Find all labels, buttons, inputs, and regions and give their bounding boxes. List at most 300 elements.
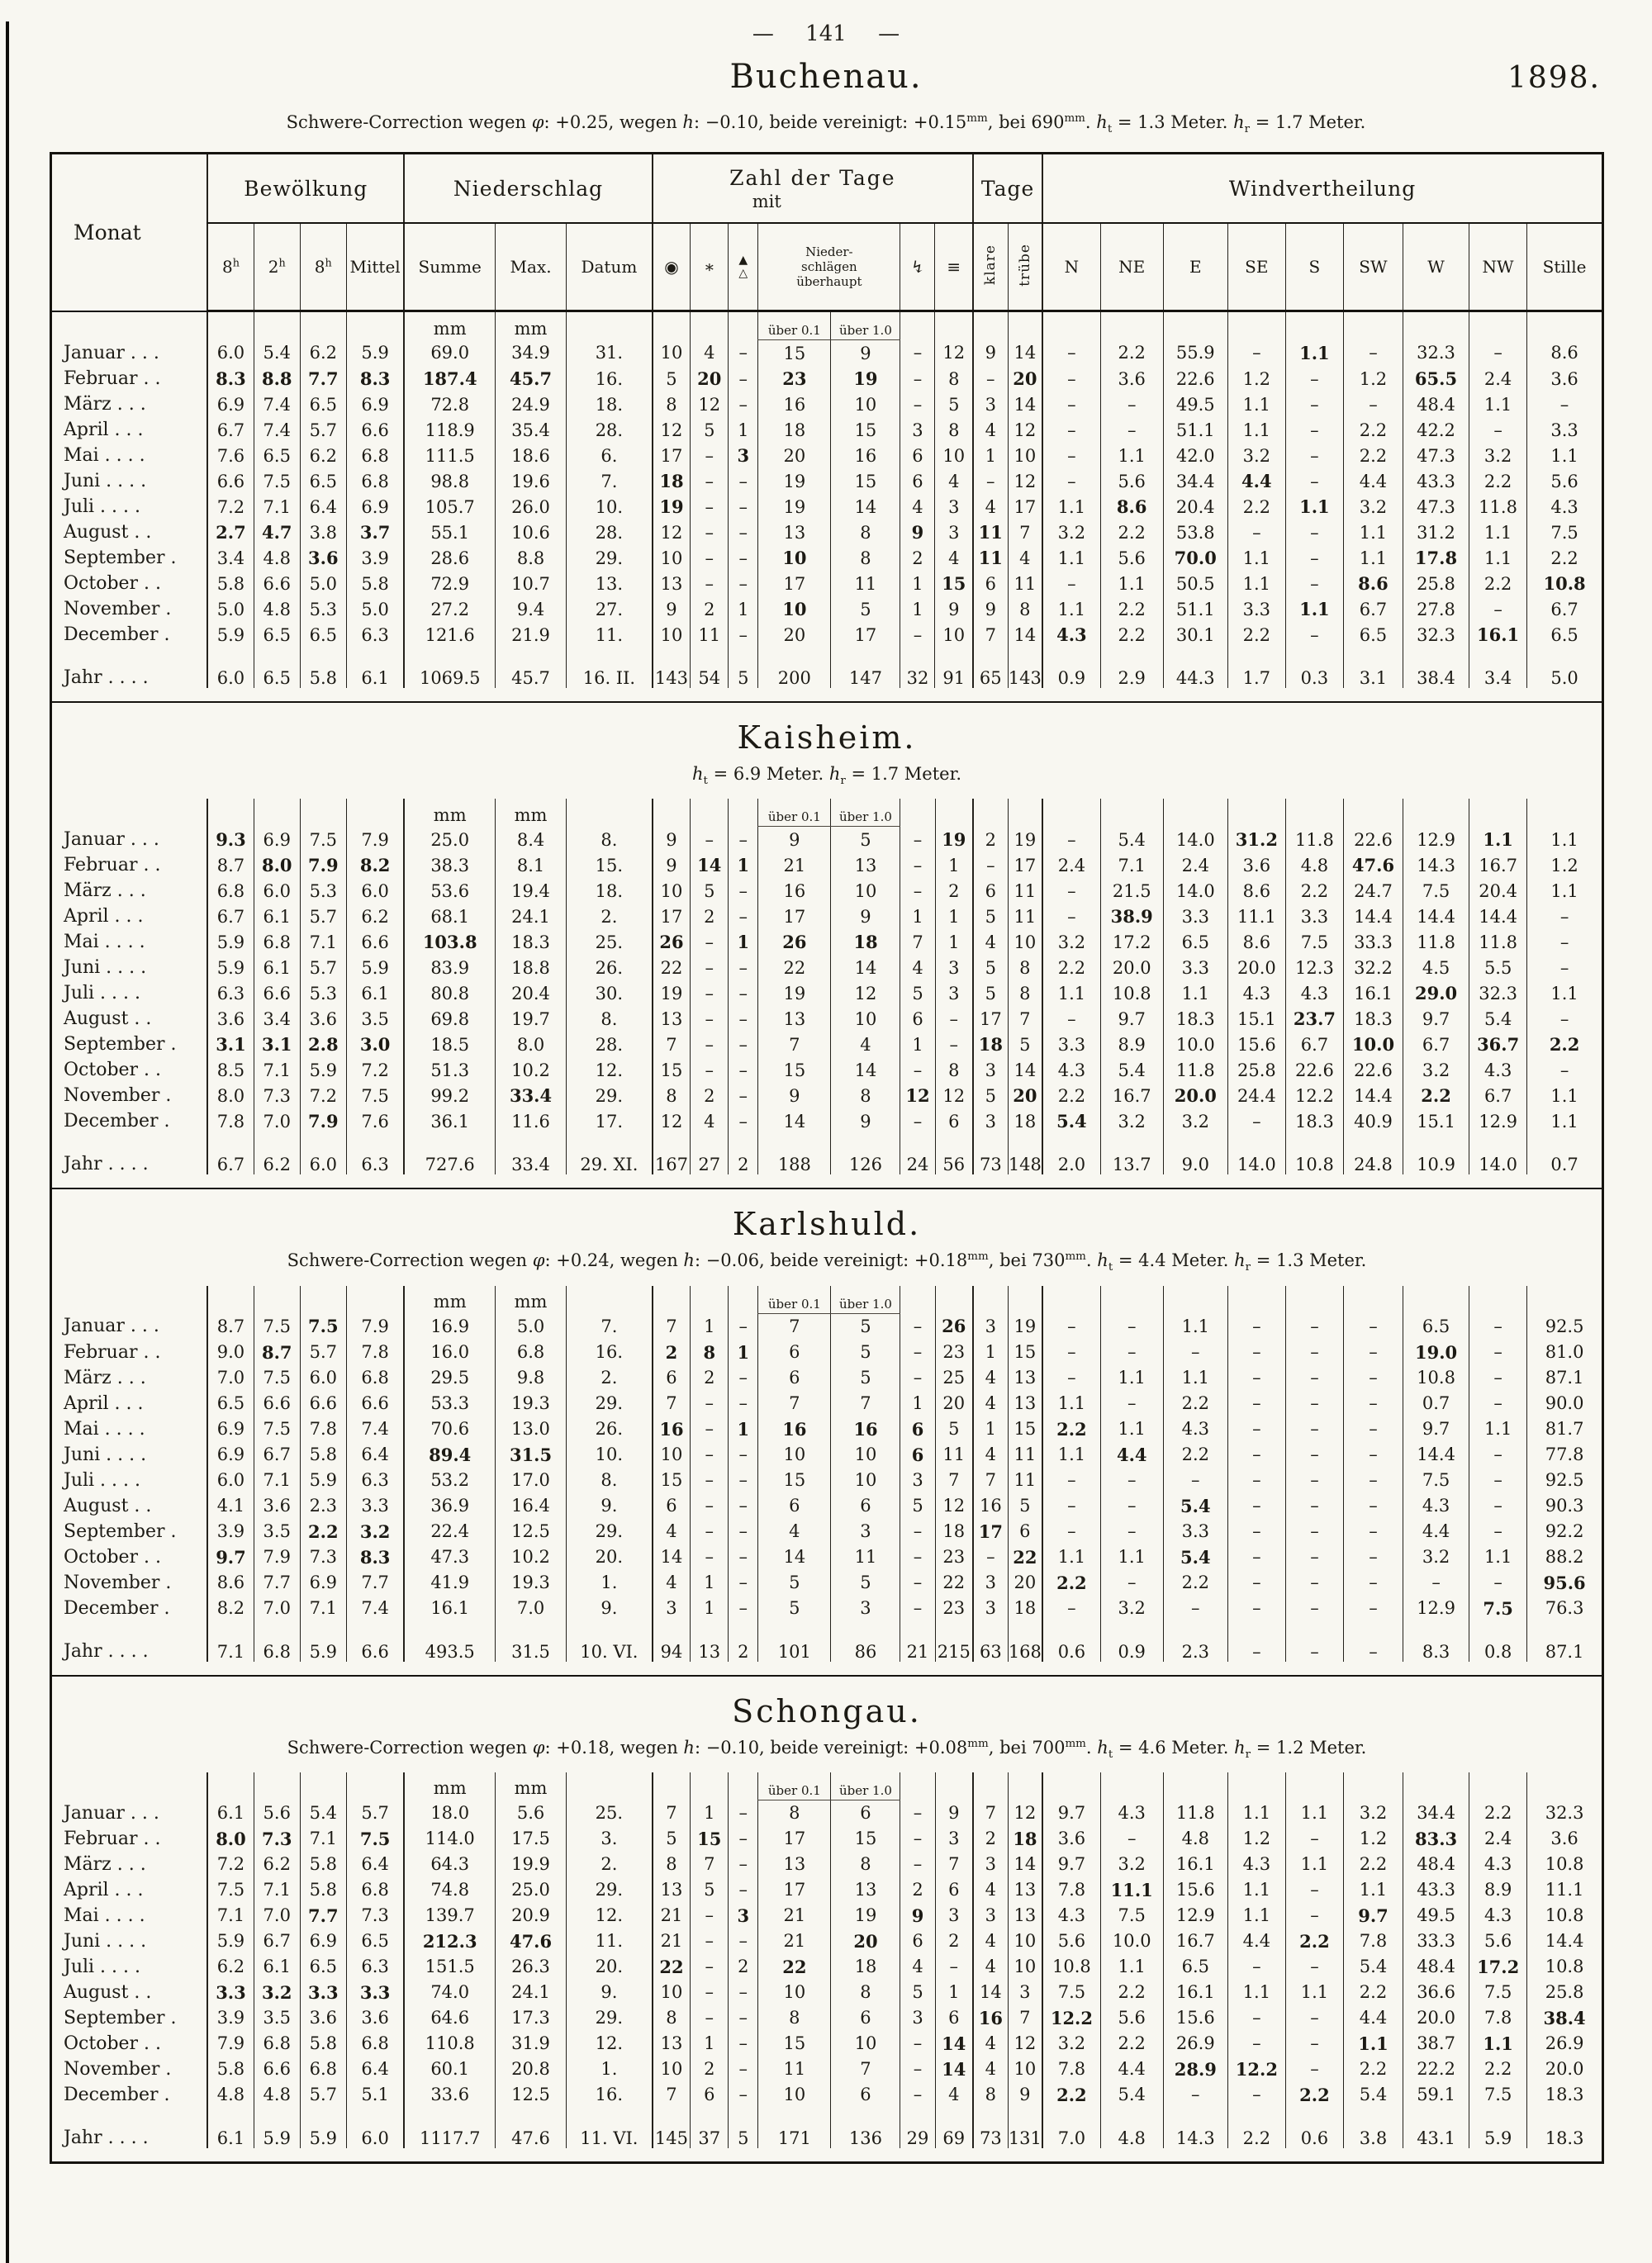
value-cell: – [1227, 1954, 1285, 1980]
value-cell: – [900, 1057, 935, 1083]
value-cell: 2.2 [1527, 545, 1602, 571]
value-cell: – [900, 1570, 935, 1596]
value-cell: 24.4 [1227, 1083, 1285, 1108]
value-cell: – [729, 1544, 758, 1570]
month-label: Juni . . . . [64, 1930, 147, 1952]
value-cell: 23.7 [1285, 1006, 1343, 1032]
value-cell: 14 [831, 494, 900, 519]
value-cell: 6.4 [346, 1852, 404, 1877]
value-cell: 38.7 [1403, 2031, 1469, 2057]
value-cell: 1.1 [1100, 443, 1163, 468]
value-cell: 25 [935, 1365, 973, 1391]
value-cell: 5.8 [300, 648, 346, 688]
value-cell: 5.6 [1469, 1929, 1527, 1954]
value-cell: 8.0 [207, 1826, 254, 1852]
value-cell: – [1285, 1877, 1343, 1903]
value-cell: 15 [831, 468, 900, 494]
value-cell: 47.3 [1403, 494, 1469, 519]
value-cell: 187.4 [404, 366, 495, 391]
value-cell: 15.1 [1227, 1006, 1285, 1032]
value-cell: – [729, 1468, 758, 1493]
value-cell [1285, 799, 1343, 827]
value-cell: 9 [935, 596, 973, 622]
value-cell: 7.2 [207, 494, 254, 519]
col-wind-s: S [1285, 223, 1343, 311]
value-cell: 11 [831, 571, 900, 596]
value-cell: – [1285, 622, 1343, 648]
value-cell: 1.1 [1527, 878, 1602, 904]
value-cell: 151.5 [404, 1954, 495, 1980]
value-cell: – [1227, 2082, 1285, 2108]
value-cell: 110.8 [404, 2031, 495, 2057]
value-cell: 5 [729, 2108, 758, 2148]
value-cell: mm [496, 1286, 567, 1314]
value-cell: 4.8 [254, 596, 300, 622]
value-cell: 6.8 [254, 929, 300, 955]
value-cell: 3.8 [300, 519, 346, 545]
value-cell: 4 [900, 955, 935, 980]
value-cell: 7.3 [254, 1083, 300, 1108]
station-heading [52, 1188, 1602, 1285]
value-cell: 6.6 [346, 1621, 404, 1662]
value-cell: – [1227, 1391, 1285, 1416]
value-cell: 38.9 [1100, 904, 1163, 929]
value-cell: 11 [935, 1442, 973, 1468]
value-cell: 18. [567, 391, 653, 417]
value-cell: 10 [831, 1468, 900, 1493]
value-cell: 10. VI. [567, 1621, 653, 1662]
value-cell: 5.3 [300, 596, 346, 622]
month-label: September . [64, 2007, 177, 2028]
value-cell [935, 1286, 973, 1314]
value-cell: – [729, 2005, 758, 2031]
value-cell: – [1100, 1493, 1163, 1519]
value-cell: 16. [567, 1340, 653, 1365]
value-cell: 14 [1008, 340, 1042, 367]
month-label: Januar . . . [64, 1316, 159, 1337]
value-cell: 21 [758, 1929, 831, 1954]
value-cell: 24 [900, 1134, 935, 1174]
value-cell: 9 [935, 1800, 973, 1826]
value-cell: 5.4 [1343, 2082, 1403, 2108]
value-cell: 7 [831, 1391, 900, 1416]
value-cell: 5.9 [254, 2108, 300, 2148]
value-cell: – [900, 1596, 935, 1621]
value-cell: 2.0 [1042, 1134, 1100, 1174]
value-cell: 9 [1008, 2082, 1042, 2108]
value-cell: 10 [831, 1006, 900, 1032]
value-cell: 5.9 [346, 955, 404, 980]
value-cell: – [1343, 1416, 1403, 1442]
value-cell: 25.0 [496, 1877, 567, 1903]
value-cell: 10.8 [1527, 571, 1602, 596]
hail-filled-icon: ▲ [738, 254, 748, 268]
value-cell: 19 [1008, 1313, 1042, 1340]
value-cell: 17 [758, 1877, 831, 1903]
value-cell: 6.5 [254, 648, 300, 688]
value-cell [1008, 799, 1042, 827]
value-cell: 14 [1008, 391, 1042, 417]
value-cell: – [1403, 1570, 1469, 1596]
value-cell: 3 [935, 980, 973, 1006]
value-cell: 12.9 [1403, 1596, 1469, 1621]
value-cell: über 0.1 [758, 1286, 831, 1314]
value-cell: – [1285, 1903, 1343, 1929]
value-cell: 90.3 [1527, 1493, 1602, 1519]
value-cell: 2.2 [1343, 2057, 1403, 2082]
month-label: März . . . [64, 1853, 146, 1875]
value-cell: 9 [900, 519, 935, 545]
value-cell: 215 [935, 1621, 973, 1662]
value-cell: 5.9 [207, 955, 254, 980]
month-label: Juni . . . . [64, 1444, 147, 1465]
value-cell [1042, 799, 1100, 827]
value-cell: 5.7 [300, 1340, 346, 1365]
value-cell: 28. [567, 519, 653, 545]
value-cell: 15 [831, 1826, 900, 1852]
value-cell: 3.2 [1042, 929, 1100, 955]
value-cell: 31.9 [496, 2031, 567, 2057]
value-cell: 20.0 [1403, 2005, 1469, 2031]
value-cell: 31.5 [496, 1442, 567, 1468]
value-cell: 2.2 [1343, 1980, 1403, 2005]
value-cell: – [1527, 1057, 1602, 1083]
value-cell [254, 311, 300, 340]
value-cell: 3.6 [346, 2005, 404, 2031]
value-cell [1042, 1286, 1100, 1314]
value-cell: 7 [831, 2057, 900, 2082]
value-cell: 56 [935, 1134, 973, 1174]
value-cell: 1.1 [1042, 980, 1100, 1006]
value-cell: 7.3 [300, 1544, 346, 1570]
value-cell: 3.1 [207, 1032, 254, 1057]
value-cell: 1.1 [1343, 1877, 1403, 1903]
value-cell: – [691, 443, 729, 468]
value-cell: 6.3 [346, 622, 404, 648]
value-cell: – [1227, 1544, 1285, 1570]
value-cell: 13 [691, 1621, 729, 1662]
value-cell: 5.9 [300, 1468, 346, 1493]
value-cell: 2.8 [300, 1032, 346, 1057]
value-cell: 5.9 [207, 622, 254, 648]
station-title: Schongau. [732, 1692, 922, 1729]
value-cell: – [729, 2057, 758, 2082]
value-cell: 6.4 [346, 2057, 404, 2082]
value-cell: 5 [973, 955, 1008, 980]
value-cell: 4.4 [1227, 468, 1285, 494]
value-cell: 131 [1008, 2108, 1042, 2148]
thunderstorm-days-icon: ↯ [900, 223, 935, 311]
value-cell: 11. VI. [567, 2108, 653, 2148]
value-cell: 5 [831, 827, 900, 853]
group-tage: Tage [973, 154, 1042, 223]
value-cell: 40.9 [1343, 1108, 1403, 1134]
value-cell: 1.1 [1527, 1108, 1602, 1134]
value-cell: 9 [653, 596, 691, 622]
value-cell [973, 311, 1008, 340]
value-cell: 6.8 [254, 1621, 300, 1662]
value-cell: 5.1 [346, 2082, 404, 2108]
value-cell: 3.2 [254, 1980, 300, 2005]
value-cell: 1.2 [1343, 1826, 1403, 1852]
value-cell: – [691, 1468, 729, 1493]
value-cell: 7.5 [254, 1416, 300, 1442]
value-cell: 12.9 [1163, 1903, 1227, 1929]
value-cell: – [1227, 1442, 1285, 1468]
value-cell: 2 [935, 1929, 973, 1954]
value-cell: 6.3 [207, 980, 254, 1006]
month-label [52, 1772, 207, 1800]
value-cell: 6 [900, 468, 935, 494]
month-label [52, 311, 207, 340]
value-cell: – [691, 1057, 729, 1083]
value-cell: 7 [935, 1468, 973, 1493]
value-cell: – [1227, 1340, 1285, 1365]
value-cell: 17 [758, 571, 831, 596]
value-cell: 29. [567, 1519, 653, 1544]
value-cell: 10.2 [496, 1544, 567, 1570]
value-cell: 18.8 [496, 955, 567, 980]
value-cell: 6.6 [207, 468, 254, 494]
value-cell: 2. [567, 1365, 653, 1391]
value-cell: 16. [567, 366, 653, 391]
value-cell: – [900, 1108, 935, 1134]
value-cell: 16.1 [404, 1596, 495, 1621]
value-cell: – [1227, 1621, 1285, 1662]
value-cell: 3.1 [1343, 648, 1403, 688]
value-cell: – [729, 878, 758, 904]
value-cell: 20.9 [496, 1903, 567, 1929]
month-label: Mai . . . . [64, 932, 145, 953]
value-cell: 2.2 [1285, 878, 1343, 904]
col-cloud-8h-evening: 8$^h$ [300, 223, 346, 311]
value-cell: 7.0 [496, 1596, 567, 1621]
month-label: März . . . [64, 394, 146, 415]
value-cell: 4.3 [1469, 1903, 1527, 1929]
value-cell: 15 [758, 2031, 831, 2057]
value-cell: 105.7 [404, 494, 495, 519]
value-cell: – [1227, 1468, 1285, 1493]
value-cell: 3.6 [207, 1006, 254, 1032]
value-cell: 2.2 [1343, 1852, 1403, 1877]
value-cell: 1 [729, 417, 758, 443]
value-cell: 18. [567, 878, 653, 904]
value-cell: 1.2 [1527, 852, 1602, 878]
value-cell: 7 [973, 1468, 1008, 1493]
value-cell: – [1285, 2057, 1343, 2082]
value-cell: 7.0 [1042, 2108, 1100, 2148]
value-cell: 1. [567, 2057, 653, 2082]
value-cell: 7.5 [346, 1826, 404, 1852]
value-cell: – [1285, 1621, 1343, 1662]
value-cell: 14.4 [1343, 904, 1403, 929]
value-cell: über 0.1 [758, 1772, 831, 1800]
station-rows [52, 1286, 1602, 1662]
value-cell: 1069.5 [404, 648, 495, 688]
value-cell [1469, 1286, 1527, 1314]
value-cell: 0.9 [1100, 1621, 1163, 1662]
value-cell: 72.8 [404, 391, 495, 417]
value-cell: – [1100, 417, 1163, 443]
value-cell: 3 [831, 1519, 900, 1544]
value-cell: 54 [691, 648, 729, 688]
value-cell: – [900, 1313, 935, 1340]
station-subtitle: $h_t = 6.9$ Meter. $h_r = 1.7$ Meter. [691, 764, 962, 788]
value-cell: 14 [973, 1980, 1008, 2005]
value-cell: 8 [653, 2005, 691, 2031]
value-cell: 7.5 [1403, 878, 1469, 904]
value-cell: 7.5 [1403, 1468, 1469, 1493]
value-cell: 9.0 [1163, 1134, 1227, 1174]
value-cell: 3.2 [1163, 1108, 1227, 1134]
value-cell: 12 [935, 1493, 973, 1519]
value-cell: 9 [758, 827, 831, 853]
value-cell: – [729, 1570, 758, 1596]
value-cell: 87.1 [1527, 1365, 1602, 1391]
value-cell: 5 [1008, 1493, 1042, 1519]
month-label: April . . . [64, 1392, 144, 1414]
value-cell: 6.1 [346, 648, 404, 688]
value-cell: 1.1 [1285, 596, 1343, 622]
month-label: Juni . . . . [64, 957, 147, 979]
value-cell [1527, 1286, 1602, 1314]
value-cell: 2.2 [1469, 468, 1527, 494]
value-cell: 43.1 [1403, 2108, 1469, 2148]
value-cell: 10 [653, 1980, 691, 2005]
value-cell: 3 [900, 1468, 935, 1493]
value-cell: 0.6 [1042, 1621, 1100, 1662]
value-cell: 20.8 [496, 2057, 567, 2082]
value-cell: 16 [973, 1493, 1008, 1519]
value-cell: 20.4 [1469, 878, 1527, 904]
value-cell: 1.7 [1227, 648, 1285, 688]
value-cell: 5.8 [207, 2057, 254, 2082]
value-cell: 94 [653, 1621, 691, 1662]
table-frame [50, 152, 1604, 2164]
value-cell: 5.4 [1100, 1057, 1163, 1083]
value-cell: 38.4 [1403, 648, 1469, 688]
value-cell: 10.8 [1042, 1954, 1100, 1980]
value-cell: 2.2 [1100, 519, 1163, 545]
group-windvertheilung: Windvertheilung [1042, 154, 1602, 223]
value-cell: 7 [1008, 2005, 1042, 2031]
month-label: Februar . . [64, 1341, 161, 1363]
value-cell: – [900, 878, 935, 904]
value-cell: 4.8 [1100, 2108, 1163, 2148]
col-precip-max: Max. [496, 223, 567, 311]
value-cell: – [1042, 1519, 1100, 1544]
value-cell: 2.2 [1100, 1980, 1163, 2005]
value-cell: 6.0 [300, 1134, 346, 1174]
value-cell: – [1042, 1596, 1100, 1621]
month-label: Mai . . . . [64, 445, 145, 467]
value-cell: 12.2 [1285, 1083, 1343, 1108]
value-cell: über 0.1 [758, 311, 831, 340]
value-cell: 10 [1008, 929, 1042, 955]
value-cell: 4.3 [1227, 1852, 1285, 1877]
value-cell: 7.5 [1042, 1980, 1100, 2005]
value-cell: 3.2 [1227, 443, 1285, 468]
value-cell: 7.3 [254, 1826, 300, 1852]
value-cell: – [691, 955, 729, 980]
value-cell: 28. [567, 1032, 653, 1057]
value-cell: 31.5 [496, 1621, 567, 1662]
value-cell: 4.7 [254, 519, 300, 545]
value-cell: 3.3 [346, 1980, 404, 2005]
value-cell: 12 [653, 519, 691, 545]
value-cell: 20 [691, 366, 729, 391]
col-wind-sw: SW [1343, 223, 1403, 311]
value-cell: 3.2 [1403, 1544, 1469, 1570]
value-cell: 5 [1008, 1032, 1042, 1057]
value-cell [1163, 799, 1227, 827]
value-cell: 6.0 [207, 340, 254, 367]
value-cell: 11.1 [1100, 1877, 1163, 1903]
value-cell: mm [404, 1772, 495, 1800]
value-cell: 6.8 [346, 443, 404, 468]
page-number: — 141 — [752, 21, 900, 46]
value-cell: 7.4 [254, 391, 300, 417]
value-cell: 4.4 [1343, 2005, 1403, 2031]
value-cell: 83.3 [1403, 1826, 1469, 1852]
units-row [52, 311, 1602, 340]
value-cell: 3.5 [254, 1519, 300, 1544]
value-cell: 28. [567, 417, 653, 443]
value-cell: 1.1 [1285, 1980, 1343, 2005]
value-cell: – [691, 1980, 729, 2005]
value-cell: 69.8 [404, 1006, 495, 1032]
value-cell [653, 311, 691, 340]
value-cell: 8. [567, 1468, 653, 1493]
value-cell [1469, 1772, 1527, 1800]
value-cell: 1 [973, 443, 1008, 468]
value-cell: 7.9 [207, 2031, 254, 2057]
value-cell: 3 [900, 2005, 935, 2031]
value-cell: 19 [758, 980, 831, 1006]
value-cell: – [1227, 1519, 1285, 1544]
value-cell: 26 [653, 929, 691, 955]
value-cell: 11.1 [1527, 1877, 1602, 1903]
value-cell: 32.3 [1403, 340, 1469, 367]
value-cell: 12.5 [496, 1519, 567, 1544]
value-cell: 6.0 [207, 1468, 254, 1493]
value-cell: 1.1 [1042, 596, 1100, 622]
value-cell: 7.8 [346, 1340, 404, 1365]
value-cell: 3 [973, 1108, 1008, 1134]
value-cell: – [1042, 1493, 1100, 1519]
value-cell: 2.9 [1100, 648, 1163, 688]
value-cell: 7.5 [254, 1313, 300, 1340]
value-cell: 10.7 [496, 571, 567, 596]
value-cell: 9.4 [496, 596, 567, 622]
value-cell: 5.9 [300, 1057, 346, 1083]
value-cell: 18.3 [1527, 2082, 1602, 2108]
value-cell: 18 [1008, 1826, 1042, 1852]
value-cell: 3 [729, 1903, 758, 1929]
value-cell: – [900, 1800, 935, 1826]
value-cell: 7.1 [254, 1877, 300, 1903]
value-cell [254, 1772, 300, 1800]
value-cell: 26 [758, 929, 831, 955]
value-cell: 8.8 [254, 366, 300, 391]
value-cell: 5.9 [1469, 2108, 1527, 2148]
value-cell: 50.5 [1163, 571, 1227, 596]
value-cell: 9. [567, 1596, 653, 1621]
value-cell: 171 [758, 2108, 831, 2148]
value-cell: 23 [935, 1340, 973, 1365]
value-cell: – [1042, 340, 1100, 367]
value-cell [567, 799, 653, 827]
